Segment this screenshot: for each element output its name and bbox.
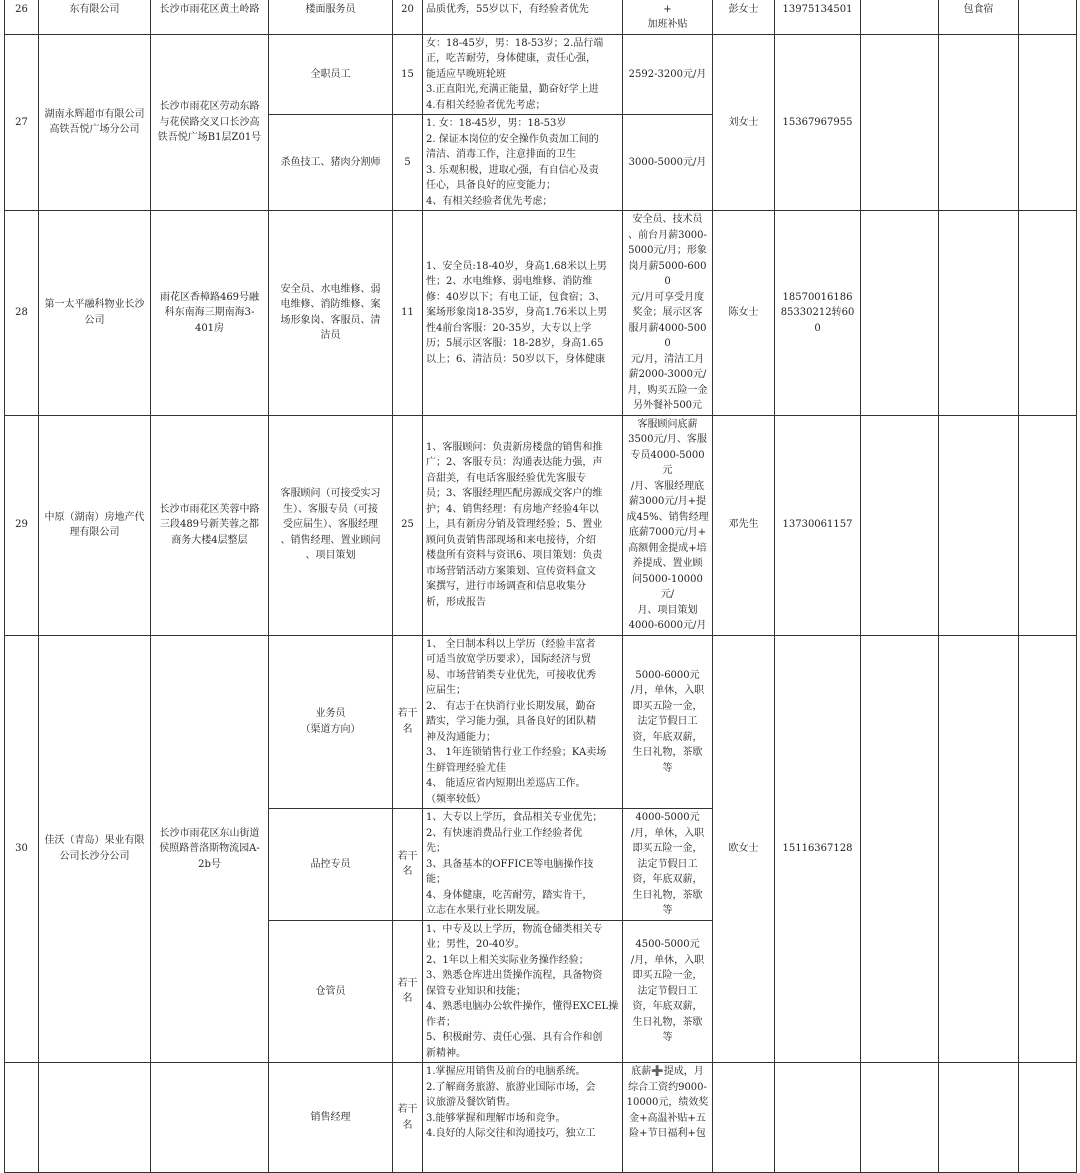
benefit-note: 包食宿 <box>939 0 1019 34</box>
job-position: 业务员 （渠道方向） <box>269 635 393 809</box>
row-number: 27 <box>5 34 39 211</box>
empty-cell <box>1019 1063 1077 1173</box>
headcount: 11 <box>393 211 423 416</box>
empty-cell <box>775 1063 861 1173</box>
job-position: 仓管员 <box>269 920 393 1063</box>
headcount: 15 <box>393 34 423 115</box>
work-address: 长沙市雨花区芙蓉中路 三段489号新芙蓉之都 商务大楼4层整层 <box>151 415 269 635</box>
empty-cell <box>861 415 939 635</box>
row-number <box>5 1063 39 1173</box>
job-position: 全职员工 <box>269 34 393 115</box>
headcount: 若干 名 <box>393 920 423 1063</box>
empty-cell <box>713 1063 775 1173</box>
empty-cell <box>1019 415 1077 635</box>
salary: 5000-6000元 /月，单休，入职 即买五险一金， 法定节假日工 资，年底双薪， 生日礼物，茶歇 等 <box>623 635 713 809</box>
empty-cell <box>939 635 1019 1063</box>
work-address: 雨花区香樟路469号融 科东南海三期南海3- 401房 <box>151 211 269 416</box>
job-position: 楼面服务员 <box>269 0 393 34</box>
contact-person: 邓先生 <box>713 415 775 635</box>
table-row <box>5 211 1077 416</box>
job-requirement: 品质优秀，55岁以下，有经验者优先 <box>423 0 623 34</box>
work-address: 长沙市雨花区劳动东路 与花侯路交叉口长沙高 铁吾悦广场B1层Z01号 <box>151 34 269 211</box>
job-requirement: 1. 女：18-45岁，男：18-53岁 2. 保证本岗位的安全操作负责加工间的 清洁、消毒工作，注意排面的卫生 3. 乐观积极，进取心强，有自信心及责 任心，具备良好的应变能力； 4、有相关经验者优先考虑； <box>423 115 623 211</box>
contact-phone: 13730061157 <box>775 415 861 635</box>
contact-person: 彭女士 <box>713 0 775 34</box>
work-address: 长沙市雨花区黄土岭路 <box>151 0 269 34</box>
empty-cell <box>939 34 1019 211</box>
job-requirement: 1、大专以上学历，食品相关专业优先； 2、有快速消费品行业工作经验者优 先； 3、具备基本的OFFICE等电脑操作技 能； 4、身体健康，吃苦耐劳，踏实肯干， 立志在水果行业长期发展。 <box>423 809 623 921</box>
empty-cell <box>1019 34 1077 211</box>
company-name: 第一太平融科物业长沙 公司 <box>39 211 151 416</box>
table-row <box>5 415 1077 635</box>
table-row <box>5 0 1077 34</box>
headcount: 若干 名 <box>393 1063 423 1173</box>
empty-cell <box>861 211 939 416</box>
contact-person: 陈女士 <box>713 211 775 416</box>
salary: 客服顾问底薪 3500元/月、客服 专员4000-5000元 /月、客服经理底 薪3000元/月+提 成45%、销售经理 底薪7000元/月+ 高额佣金提成+培 养提成、置业顾 问5000-10000元/ 月、项目策划 4000-6000元/月 <box>623 415 713 635</box>
contact-person: 欧女士 <box>713 635 775 1063</box>
row-number: 28 <box>5 211 39 416</box>
job-requirement: 1、中专及以上学历，物流仓储类相关专 业；男性，20-40岁。 2、1年以上相关实际业务操作经验； 3、熟悉仓库进出货操作流程，具备物资 保管专业知识和技能； 4、熟悉电脑办公软件操作，懂得EXCEL操 作者； 5、积极耐劳、责任心强、具有合作和创 新精神。 <box>423 920 623 1063</box>
table-row <box>5 34 1077 115</box>
table-row <box>5 1063 1077 1173</box>
salary: 3000-5000元/月 <box>623 115 713 211</box>
empty-cell <box>1019 0 1077 34</box>
salary: 2592-3200元/月 <box>623 34 713 115</box>
row-number: 26 <box>5 0 39 34</box>
empty-cell <box>1019 635 1077 1063</box>
headcount: 20 <box>393 0 423 34</box>
work-address: 长沙市雨花区东山街道 侯照路普洛斯物流园A- 2b号 <box>151 635 269 1063</box>
work-address <box>151 1063 269 1173</box>
headcount: 若干 名 <box>393 635 423 809</box>
headcount: 25 <box>393 415 423 635</box>
empty-cell <box>861 635 939 1063</box>
salary: + 加班补贴 <box>623 0 713 34</box>
company-name: 湖南永辉超市有限公司 高铁吾悦广场分公司 <box>39 34 151 211</box>
headcount: 5 <box>393 115 423 211</box>
empty-cell <box>861 34 939 211</box>
job-position: 杀鱼技工、猪肉分割师 <box>269 115 393 211</box>
headcount: 若干 名 <box>393 809 423 921</box>
empty-cell <box>939 415 1019 635</box>
contact-phone: 18570016186 85330212转600 <box>775 211 861 416</box>
salary: 4000-5000元 /月，单休，入职 即买五险一金， 法定节假日工 资，年底双薪， 生日礼物，茶歇 等 <box>623 809 713 921</box>
company-name: 中原（湖南）房地产代 理有限公司 <box>39 415 151 635</box>
job-listing-table <box>4 0 1077 1173</box>
empty-cell <box>939 211 1019 416</box>
job-position: 安全员、水电维修、弱 电维修、消防维修、案 场形象岗、客服员、清 洁员 <box>269 211 393 416</box>
row-number: 30 <box>5 635 39 1063</box>
job-requirement: 1、客服顾问：负责新房楼盘的销售和推 广；2、客服专员：沟通表达能力强，声 音甜美，有电话客服经验优先客服专 员；3、客服经理匹配房源成交客户的维 护；4、销售经理：有房地产经验4年以 上，具有新房分销及管理经验；5、置业 顾问负责销售部现场和来电接待，介绍 楼盘所有资料与资讯6、项目策划：负责 市场营销活动方案策划、宣传资料盒文 案撰写，进行市场调查和信息收集分 析，形成报告 <box>423 415 623 635</box>
contact-phone: 13975134501 <box>775 0 861 34</box>
contact-person: 刘女士 <box>713 34 775 211</box>
empty-cell <box>939 1063 1019 1173</box>
empty-cell <box>861 0 939 34</box>
salary: 安全员、技术员 、前台月薪3000- 5000元/月；形象 岗月薪5000-6000 元/月可享受月度 奖金；展示区客 服月薪4000-5000 元/月，清洁工月 薪2000-3000元/ 月，购买五险一金 另外餐补500元 <box>623 211 713 416</box>
job-position: 品控专员 <box>269 809 393 921</box>
salary: 底薪➕提成，月 综合工资约9000- 10000元，绩效奖 金+高温补贴+五 险+节日福利+包 <box>623 1063 713 1173</box>
job-requirement: 1.掌握应用销售及前台的电脑系统。 2.了解商务旅游、旅游业国际市场，会 议旅游及餐饮销售。 3.能够掌握和理解市场和竞争。 4.良好的人际交往和沟通技巧，独立工 <box>423 1063 623 1173</box>
company-name <box>39 1063 151 1173</box>
empty-cell <box>1019 211 1077 416</box>
job-requirement: 1、安全员:18-40岁，身高1.68米以上男 性；2、水电维修、弱电维修、消防维 修：40岁以下；有电工证，包食宿；3、 案场形象岗18-35岁，身高1.76米以上男 性4前台客服：20-35岁，大专以上学 历；5展示区客服：18-28岁，身高1.65 以上；6、清洁员：50岁以下，身体健康 <box>423 211 623 416</box>
contact-phone: 15116367128 <box>775 635 861 1063</box>
contact-phone: 15367967955 <box>775 34 861 211</box>
job-position: 销售经理 <box>269 1063 393 1173</box>
job-requirement: 女：18-45岁，男：18-53岁；2.品行端 正，吃苦耐劳，身体健康，责任心强， 能适应早晚班轮班 3.正直阳光,充满正能量，勤奋好学上进 4.有相关经验者优先考虑； <box>423 34 623 115</box>
row-number: 29 <box>5 415 39 635</box>
empty-cell <box>861 1063 939 1173</box>
company-name: 佳沃（青岛）果业有限 公司长沙分公司 <box>39 635 151 1063</box>
company-name: 东有限公司 <box>39 0 151 34</box>
job-requirement: 1、 全日制本科以上学历（经验丰富者 可适当放宽学历要求），国际经济与贸 易、市场营销类专业优先，可接收优秀 应届生； 2、 有志于在快消行业长期发展，勤奋 踏实，学习能力强，具备良好的团队精 神及沟通能力； 3、 1年连锁销售行业工作经验；KA卖场 生鲜管理经验尤佳 4、 能适应省内短期出差巡店工作。 （频率较低） <box>423 635 623 809</box>
table-row <box>5 635 1077 809</box>
salary: 4500-5000元 /月，单休，入职 即买五险一金， 法定节假日工 资，年底双薪， 生日礼物，茶歇 等 <box>623 920 713 1063</box>
job-position: 客服顾问（可接受实习 生）、客服专员（可接 受应届生）、客服经理 、销售经理、置业顾问 、项目策划 <box>269 415 393 635</box>
